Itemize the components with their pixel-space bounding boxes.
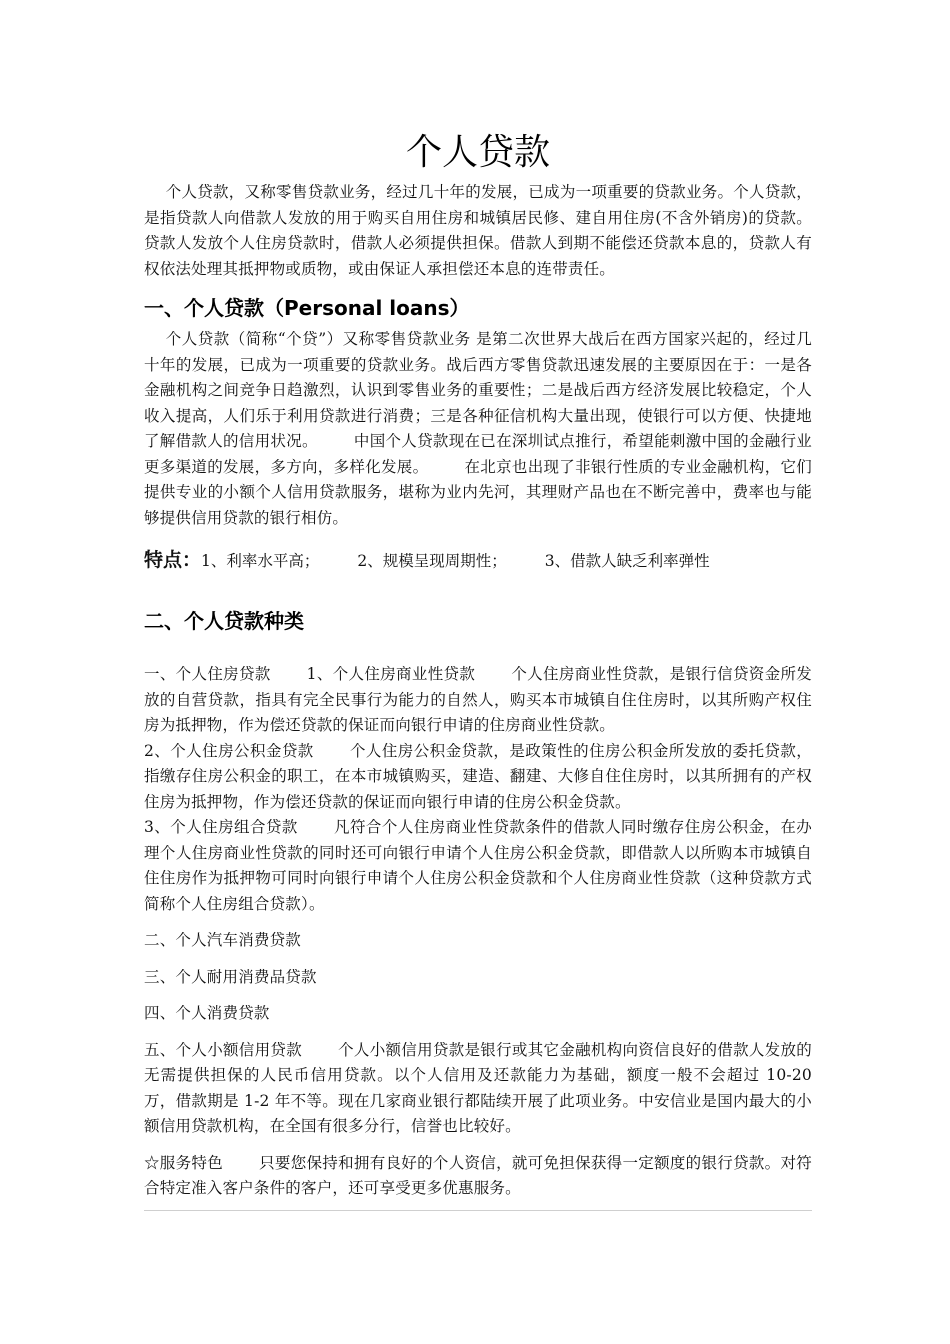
section-1-text-b: 中国个人贷款现在已在深圳试点推行，希望能刺激中国的金融行业更多渠道的发展，多方向，多样化发展。: [144, 432, 812, 476]
housing-loan-paragraph: [144, 662, 812, 917]
section-1-paragraph: [144, 327, 812, 531]
provident-fund-loan-text: 个人住房公积金贷款，是政策性的住房公积金所发放的委托贷款，指缴存住房公积金的职工，在本市城镇购买，建造、翻建、大修自住住房时，以其所拥有的产权住房为抵押物，作为偿还贷款的保证而向银行申请的住房公积金贷款。: [144, 741, 812, 811]
list-item: 四、个人消费贷款: [144, 1004, 270, 1022]
section-2-heading: 二、个人贷款种类: [144, 609, 304, 633]
features-label: 特点：: [144, 549, 202, 571]
service-features-text: 只要您保持和拥有良好的个人资信，就可免担保获得一定额度的银行贷款。对符合特定准入客户条件的客户，还可享受更多优惠服务。: [144, 1153, 812, 1197]
list-item: 三、个人耐用消费品贷款: [144, 967, 317, 986]
section-1-heading: 一、个人贷款（Personal loans）: [144, 296, 470, 320]
service-features-title: ☆服务特色: [144, 1153, 223, 1172]
combined-loan-text: 凡符合个人住房商业性贷款条件的借款人同时缴存住房公积金，在办理个人住房商业性贷款的同时还可向银行申请个人住房公积金贷款，即借款人以所购本市城镇自住住房作为抵押物可同时向银行申请个人住房公积金贷款和个人住房商业性贷款（这种贷款方式简称个人住房组合贷款）。: [144, 818, 812, 913]
section-1-text-c: 在北京也出现了非银行性质的专业金融机构，它们提供专业的小额个人信用贷款服务，堪称为业内先河，其理财产品也在不断完善中，费率也与能够提供信用贷款的银行相仿。: [144, 457, 812, 527]
small-credit-loan-paragraph: [144, 1038, 812, 1140]
feature-item: 1、利率水平高；: [201, 552, 320, 570]
small-credit-loan-text: 个人小额信用贷款是银行或其它金融机构向资信良好的借款人发放的无需提供担保的人民币信用贷款。以个人信用及还款能力为基础，额度一般不会超过 10-20 万，借款期是 1-2 年不等。现在几家商业银行都陆续开展了此项业务。中安信业是国内最大的小额信用贷款机构，在全国有很多分行，信誉也比较好。: [144, 1040, 812, 1135]
features-row: [144, 547, 812, 574]
bottom-divider: [144, 1210, 812, 1211]
intro-paragraph: 个人贷款，又称零售贷款业务，经过几十年的发展，已成为一项重要的贷款业务。个人贷款，是指贷款人向借款人发放的用于购买自用住房和城镇居民修、建自用住房(不含外销房)的贷款。贷款人发放个人住房贷款时，借款人必须提供担保。借款人到期不能偿还贷款本息的，贷款人有权依法处理其抵押物或质物，或由保证人承担偿还本息的连带责任。: [144, 183, 812, 278]
feature-item: 2、规模呈现周期性；: [357, 552, 507, 570]
commercial-loan-title: 1、个人住房商业性贷款: [306, 665, 476, 683]
combined-loan-title: 3、个人住房组合贷款: [144, 818, 298, 836]
service-features-paragraph: [144, 1151, 812, 1202]
document-body: [144, 126, 812, 1219]
document-title: 个人贷款: [405, 132, 550, 173]
small-credit-loan-title: 五、个人小额信用贷款: [144, 1040, 302, 1059]
feature-item: 3、借款人缺乏利率弹性: [544, 552, 710, 570]
list-item: 二、个人汽车消费贷款: [144, 931, 302, 949]
section-1-text-a: 个人贷款（简称“个贷”）又称零售贷款业务 是第二次世界大战后在西方国家兴起的，经过几十年的发展，已成为一项重要的贷款业务。战后西方零售贷款迅速发展的主要原因在于：一是各金融机构之间竞争日趋激烈，认识到零售业务的重要性；二是战后西方经济发展比较稳定，个人收入提高，人们乐于利用贷款进行消费；三是各种征信机构大量出现，使银行可以方便、快捷地了解借款人的信用状况。: [144, 330, 812, 450]
provident-fund-loan-title: 2、个人住房公积金贷款: [144, 741, 314, 760]
commercial-loan-text: 个人住房商业性贷款，是银行信贷资金所发放的自营贷款，指具有完全民事行为能力的自然人，购买本市城镇自住住房时，以其所购产权住房为抵押物，作为偿还贷款的保证而向银行申请的住房商业性贷款。: [144, 665, 812, 734]
housing-loan-title: 一、个人住房贷款: [144, 665, 271, 683]
